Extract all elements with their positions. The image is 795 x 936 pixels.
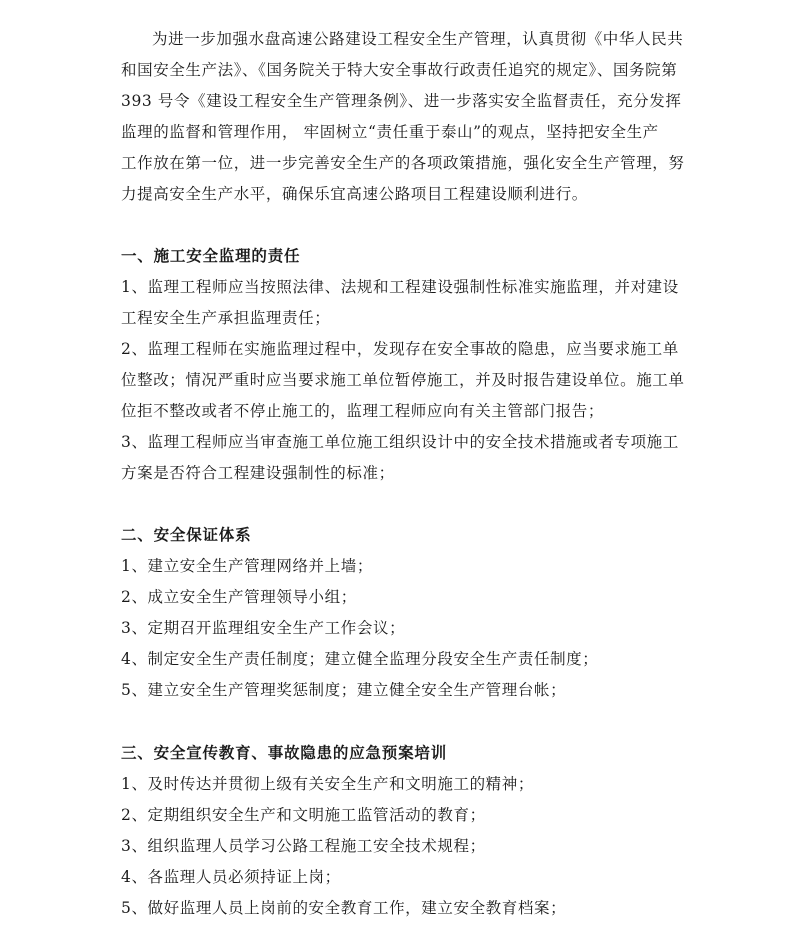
section-line: 2、定期组织安全生产和文明施工监管活动的教育； <box>121 806 486 824</box>
section-heading: 一、施工安全监理的责任 <box>121 246 301 265</box>
section-line: 位拒不整改或者不停止施工的，监理工程师应向有关主管部门报告； <box>121 402 605 420</box>
section-line: 位整改；情况严重时应当要求施工单位暂停施工，并及时报告建设单位。施工单 <box>121 371 685 389</box>
section-line: 4、制定安全生产责任制度；建立健全监理分段安全生产责任制度； <box>121 650 599 668</box>
intro-line: 和国安全生产法》、《国务院关于特大安全事故行政责任追究的规定》、国务院第 <box>121 61 678 79</box>
section-line: 工程安全生产承担监理责任； <box>121 309 331 327</box>
section-line: 5、做好监理人员上岗前的安全教育工作，建立安全教育档案； <box>121 899 567 917</box>
section-line: 1、及时传达并贯彻上级有关安全生产和文明施工的精神； <box>121 775 534 793</box>
section-line: 4、各监理人员必须持证上岗； <box>121 868 341 886</box>
section-line: 1、建立安全生产管理网络并上墙； <box>121 557 373 575</box>
section-line: 1、监理工程师应当按照法律、法规和工程建设强制性标准实施监理，并对建设 <box>121 278 679 296</box>
intro-line: 工作放在第一位，进一步完善安全生产的各项政策措施，强化安全生产管理，努 <box>121 154 685 172</box>
intro-line: 为进一步加强水盘高速公路建设工程安全生产管理，认真贯彻《中华人民共 <box>152 30 684 48</box>
section-heading: 三、安全宣传教育、事故隐患的应急预案培训 <box>121 743 448 762</box>
section-heading: 二、安全保证体系 <box>121 525 252 544</box>
section-line: 5、建立安全生产管理奖惩制度；建立健全安全生产管理台帐； <box>121 681 567 699</box>
section-line: 方案是否符合工程建设强制性的标准； <box>121 464 395 482</box>
intro-line: 393 号令《建设工程安全生产管理条例》、进一步落实安全监督责任，充分发挥 <box>121 92 682 110</box>
section-line: 2、成立安全生产管理领导小组； <box>121 588 357 606</box>
section-line: 3、组织监理人员学习公路工程施工安全技术规程； <box>121 837 486 855</box>
intro-line: 监理的监督和管理作用， 牢固树立“责任重于泰山”的观点，坚持把安全生产 <box>121 123 659 141</box>
section-line: 2、监理工程师在实施监理过程中，发现存在安全事故的隐患，应当要求施工单 <box>121 340 679 358</box>
intro-line: 力提高安全生产水平，确保乐宜高速公路项目工程建设顺利进行。 <box>121 185 588 203</box>
section-line: 3、监理工程师应当审查施工单位施工组织设计中的安全技术措施或者专项施工 <box>121 433 679 451</box>
section-line: 3、定期召开监理组安全生产工作会议； <box>121 619 406 637</box>
